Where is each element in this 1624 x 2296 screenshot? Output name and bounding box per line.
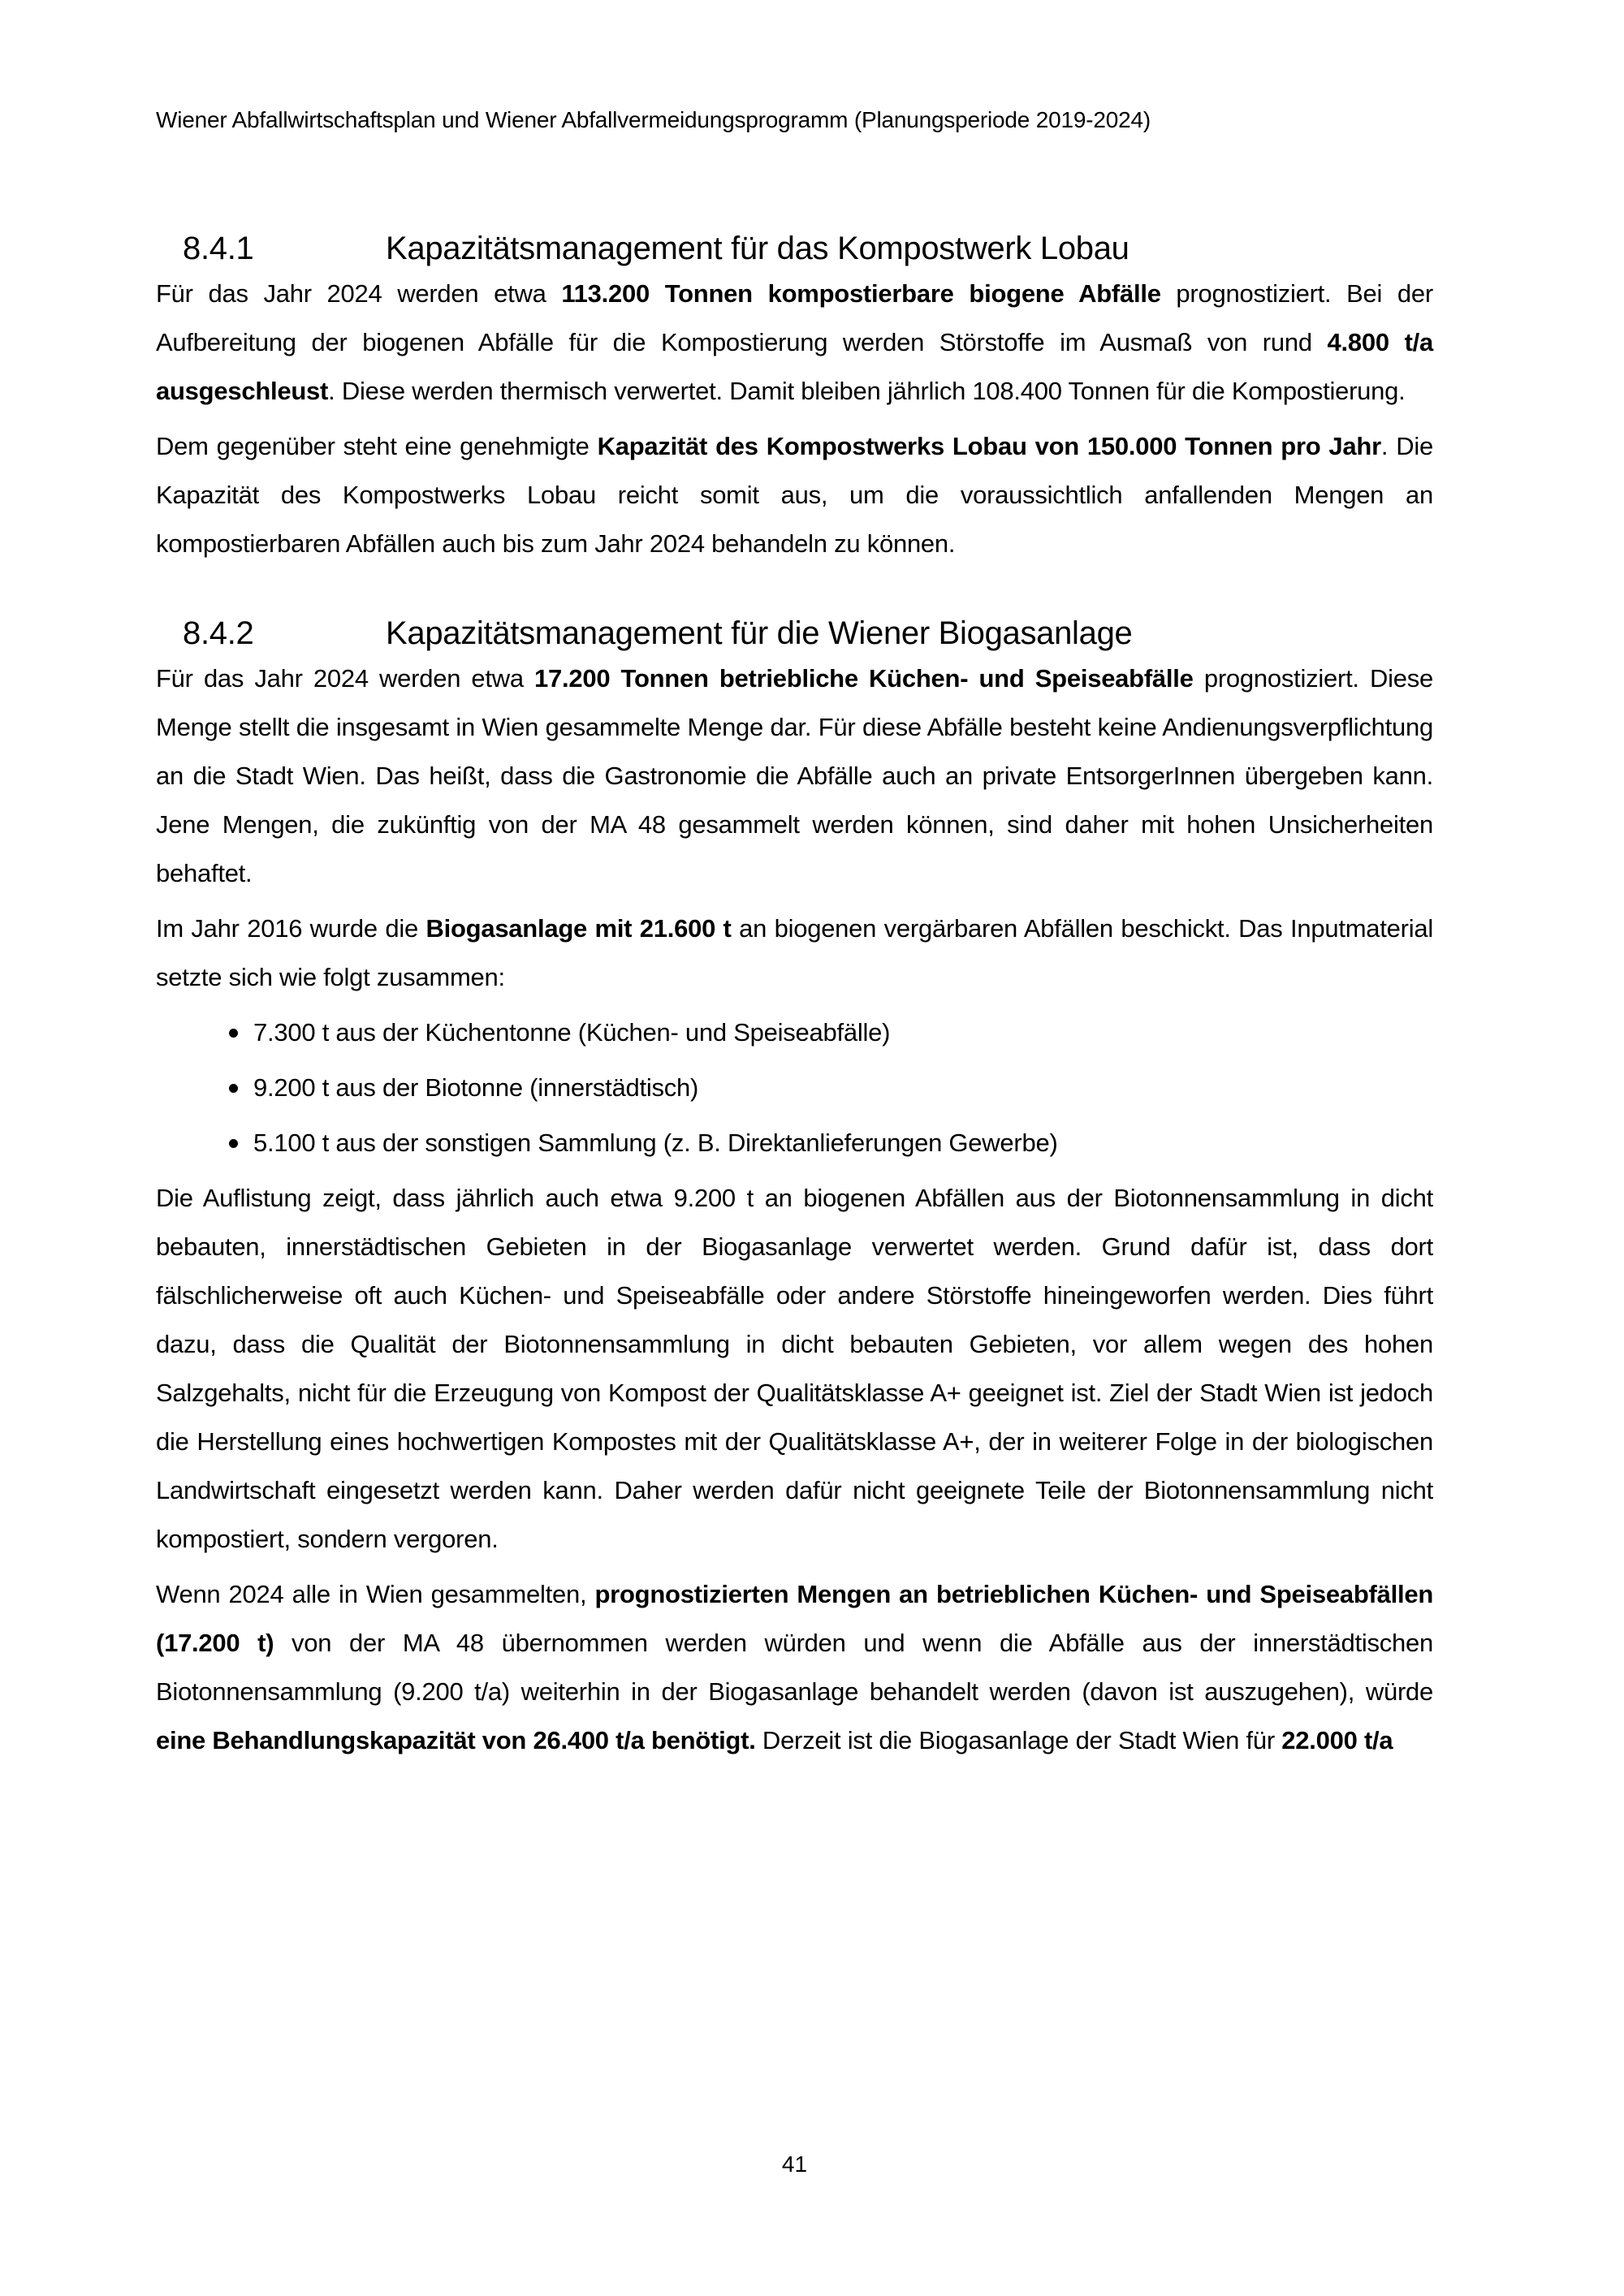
section-number: 8.4.1	[183, 231, 254, 266]
text-run-bold: 17.200 Tonnen betriebliche Küchen- und Speiseabfälle	[534, 664, 1194, 693]
section-title: Kapazitätsmanagement für das Kompostwerk Lobau	[386, 231, 1129, 266]
bullet-item: 5.100 t aus der sonstigen Sammlung (z. B. Direktanlieferungen Gewerbe)	[156, 1119, 1433, 1167]
bullet-item: 7.300 t aus der Küchentonne (Küchen- und Speiseabfälle)	[156, 1008, 1433, 1057]
text-run-bold: 113.200 Tonnen kompostierbare biogene Abfälle	[561, 279, 1161, 308]
paragraph-treatment-capacity	[156, 1570, 1433, 1765]
text-run-bold: Kapazität des Kompostwerks Lobau von 150.000 Tonnen pro Jahr	[597, 432, 1381, 460]
text-run: Im Jahr 2016 wurde die	[156, 914, 426, 943]
text-run-bold: 22.000 t/a	[1281, 1726, 1393, 1754]
paragraph-biogas-2016	[156, 904, 1433, 1002]
text-run: Die Auflistung zeigt, dass jährlich auch etwa 9.200 t an biogenen Abfällen aus der Biotonnensammlung in dicht bebauten, innerstädtischen Gebieten in der Biogasanlage verwertet werden. Grund dafür ist, dass dort fälschlicherweise oft auch Küchen- und Speiseabfälle oder andere Störstoffe hineingeworfen werden. Dies führt dazu, dass die Qualität der Biotonnensammlung in dicht bebauten Gebieten, vor allem wegen des hohen Salzgehalts, nicht für die Erzeugung von Kompost der Qualitätsklasse A+ geeignet ist. Ziel der Stadt Wien ist jedoch die Herstellung eines hochwertigen Kompostes mit der Qualitätsklasse A+, der in weiterer Folge in der biologischen Landwirtschaft eingesetzt werden kann. Daher werden dafür nicht geeignete Teile der Biotonnensammlung nicht kompostiert, sondern vergoren.	[156, 1184, 1433, 1553]
section-title: Kapazitätsmanagement für die Wiener Biogasanlage	[386, 615, 1133, 651]
input-material-list	[156, 1008, 1433, 1167]
text-run: prognostiziert. Bei der Aufbereitung der biogenen Abfälle für die Kompostierung werden Störstoffe im Ausmaß von rund	[156, 279, 1433, 356]
text-run-bold: Biogasanlage mit 21.600 t	[425, 914, 732, 943]
text-run: Für das Jahr 2024 werden etwa	[156, 664, 535, 693]
text-run: prognostiziert. Diese Menge stellt die insgesamt in Wien gesammelte Menge dar. Für diese Abfälle besteht keine Andienungsverpflichtung an die Stadt Wien. Das heißt, dass die Gastronomie die Abfälle auch an private EntsorgerInnen übergeben kann. Jene Mengen, die zukünftig von der MA 48 gesammelt werden können, sind daher mit hohen Unsicherheiten behaftet.	[156, 664, 1433, 887]
text-run: von der MA 48 übernommen werden würden und wenn die Abfälle aus der innerstädtischen Biotonnensammlung (9.200 t/a) weiterhin in der Biogasanlage behandelt werden (davon ist auszugehen), würde	[156, 1629, 1433, 1706]
section-number: 8.4.2	[183, 615, 254, 651]
paragraph-biotonne-quality	[156, 1174, 1433, 1564]
section-heading-842	[156, 612, 1433, 654]
paragraph-forecast-kitchen-waste	[156, 654, 1433, 898]
running-header: Wiener Abfallwirtschaftsplan und Wiener Abfallvermeidungsprogramm (Planungsperiode 2019-2024)	[156, 107, 1151, 132]
paragraph-forecast-compost	[156, 270, 1433, 416]
section-heading-841	[156, 227, 1433, 270]
text-run: . Diese werden thermisch verwertet. Damit bleiben jährlich 108.400 Tonnen für die Kompostierung.	[328, 377, 1406, 405]
text-run: an biogenen vergärbaren Abfällen beschickt. Das Inputmaterial setzte sich wie folgt zusammen:	[156, 914, 1433, 991]
text-run: Derzeit ist die Biogasanlage der Stadt Wien für	[755, 1726, 1282, 1754]
bullet-item: 9.200 t aus der Biotonne (innerstädtisch)	[156, 1064, 1433, 1112]
text-run-bold: eine Behandlungskapazität von 26.400 t/a benötigt.	[156, 1726, 756, 1754]
text-run: . Die Kapazität des Kompostwerks Lobau reicht somit aus, um die voraussichtlich anfallenden Mengen an kompostierbaren Abfällen auch bis zum Jahr 2024 behandeln zu können.	[156, 432, 1433, 558]
text-run-bold: 4.800 t/a ausgeschleust	[156, 328, 1433, 405]
paragraph-capacity-lobau	[156, 422, 1433, 568]
text-run: Für das Jahr 2024 werden etwa	[156, 279, 562, 308]
text-run: Dem gegenüber steht eine genehmigte	[156, 432, 598, 460]
page-number: 41	[781, 2151, 808, 2177]
text-run: Wenn 2024 alle in Wien gesammelten,	[156, 1580, 595, 1608]
text-run-bold: prognostizierten Mengen an betrieblichen Küchen- und Speiseabfällen (17.200 t)	[156, 1580, 1434, 1657]
